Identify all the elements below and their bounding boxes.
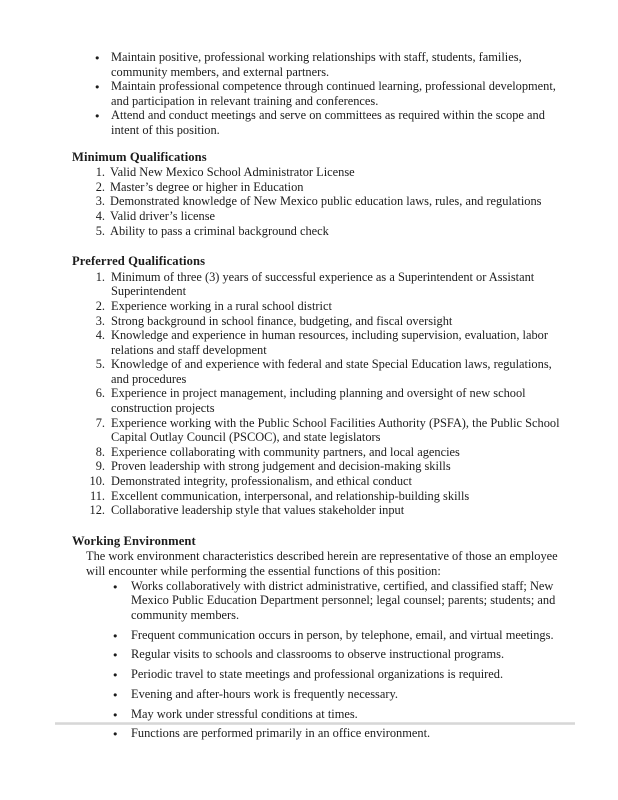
working-environment-heading: Working Environment	[72, 533, 196, 548]
list-item-text: Functions are performed primarily in an office environment.	[131, 726, 431, 741]
list-item-text: Collaborative leadership style that values stakeholder input	[111, 503, 405, 518]
list-item-text: Experience working with the Public School Facilities Authority (PSFA), the Public School Capital Outlay Council (PSCOC), and state legislators	[111, 415, 560, 445]
list-item-text: Maintain professional competence through continued learning, professional development, and participation in relevant training and conferences.	[111, 79, 556, 108]
list-item-text: Experience collaborating with community partners, and local agencies	[111, 444, 460, 459]
list-item-text: Knowledge and experience in human resources, including supervision, evaluation, labor relations and staff development	[111, 328, 548, 357]
list-item-text: Maintain positive, professional working relationships with staff, students, families, community members, and external partners.	[111, 50, 522, 79]
list-item-text: Attend and conduct meetings and serve on committees as required within the scope and intent of this position.	[111, 108, 545, 137]
list-item-text: Demonstrated knowledge of New Mexico public education laws, rules, and regulations	[110, 194, 542, 209]
working-environment-section	[72, 534, 560, 741]
list-item	[84, 357, 560, 386]
list-item-text: Ability to pass a criminal background check	[110, 223, 329, 238]
minimum-qualifications-section	[72, 150, 560, 239]
list-item-text: Demonstrated integrity, professionalism, and ethical conduct	[111, 474, 412, 489]
list-item	[113, 707, 560, 722]
list-item-text: Strong background in school finance, budgeting, and fiscal oversight	[111, 313, 453, 328]
list-item-text: Experience working in a rural school district	[111, 298, 332, 313]
list-item	[113, 667, 560, 682]
responsibilities-section	[72, 50, 560, 138]
list-item-text: Knowledge of and experience with federal and state Special Education laws, regulations, and procedures	[111, 357, 552, 386]
list-item-text: Master’s degree or higher in Education	[110, 179, 304, 194]
list-item-text: Regular visits to schools and classrooms to observe instructional programs.	[131, 647, 505, 662]
list-item	[86, 194, 560, 209]
list-item-text: Evening and after-hours work is frequently necessary.	[131, 686, 398, 701]
working-environment-intro: The work environment characteristics described herein are representative of those an employee will encounter while performing the essential functions of this position:	[86, 549, 558, 578]
preferred-qualifications-section	[72, 254, 560, 518]
list-item	[84, 270, 560, 299]
list-item-text: Minimum of three (3) years of successful experience as a Superintendent or Assistant Superintendent	[111, 269, 535, 299]
list-item-text: Valid driver’s license	[110, 208, 216, 223]
list-item	[84, 459, 560, 474]
working-environment-bullet-list	[72, 579, 560, 741]
list-item	[84, 445, 560, 460]
list-item	[86, 224, 560, 239]
list-item	[84, 386, 560, 415]
list-item	[84, 474, 560, 489]
list-item	[86, 165, 560, 180]
list-item	[84, 489, 560, 504]
list-item-text: Valid New Mexico School Administrator License	[110, 165, 355, 180]
preferred-qualifications-heading: Preferred Qualifications	[72, 254, 206, 269]
list-item-text: Proven leadership with strong judgement and decision-making skills	[111, 459, 451, 474]
spacer	[72, 238, 560, 254]
minimum-qualifications-heading: Minimum Qualifications	[72, 149, 207, 164]
preferred-qualifications-list	[72, 270, 560, 518]
list-item	[95, 50, 560, 79]
minimum-qualifications-list	[72, 165, 560, 238]
list-item	[113, 579, 560, 623]
list-item-text: Works collaboratively with district administrative, certified, and classified staff; New Mexico Public Education Department personnel; legal counsel; parents; students; and community members.	[131, 578, 556, 622]
spacer	[72, 138, 560, 150]
responsibilities-bullet-list	[72, 50, 560, 138]
list-item	[113, 628, 560, 643]
spacer	[72, 518, 560, 534]
list-item	[95, 79, 560, 108]
list-item	[84, 416, 560, 445]
list-item	[113, 726, 560, 741]
list-item	[84, 328, 560, 357]
list-item	[84, 314, 560, 329]
list-item	[86, 209, 560, 224]
page-footer-divider	[55, 722, 575, 725]
list-item	[86, 180, 560, 195]
list-item-text: Excellent communication, interpersonal, and relationship-building skills	[111, 488, 470, 503]
list-item	[113, 687, 560, 702]
list-item-text: May work under stressful conditions at times.	[131, 706, 358, 721]
list-item	[84, 503, 560, 518]
list-item-text: Experience in project management, including planning and oversight of new school construction projects	[111, 386, 526, 416]
list-item-text: Frequent communication occurs in person, by telephone, email, and virtual meetings.	[131, 627, 554, 642]
list-item	[113, 647, 560, 662]
list-item-text: Periodic travel to state meetings and professional organizations is required.	[131, 667, 504, 682]
list-item	[84, 299, 560, 314]
list-item	[95, 108, 560, 137]
